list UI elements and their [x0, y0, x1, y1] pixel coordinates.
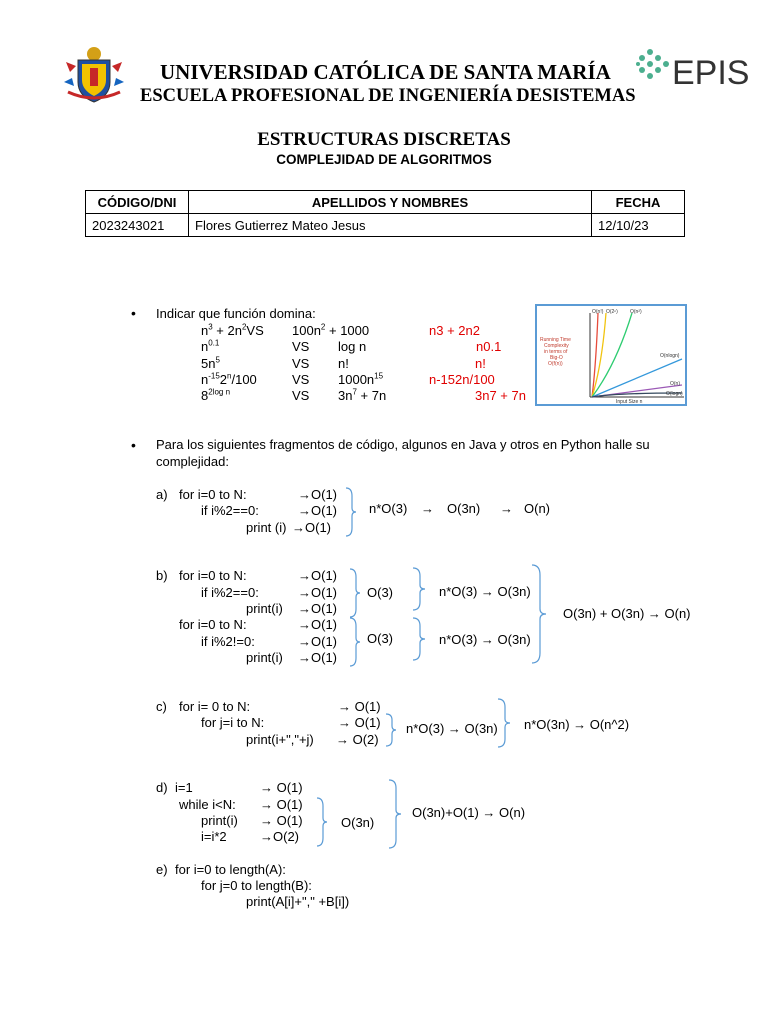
item-c-result: n*O(3n) → O(n^2): [524, 717, 630, 732]
q1-row-2-answer-part: n!: [475, 356, 486, 371]
q1-row-0-answer-part: n3 + 2n2: [429, 323, 480, 338]
item-d-cost-2: → O(1): [260, 797, 303, 812]
item-b-brace-1: [348, 567, 362, 619]
q1-row-2-vs-part: VS: [292, 356, 310, 371]
item-d-code-2: while i<N:: [179, 797, 236, 812]
q1-row-3-vs: [292, 372, 309, 387]
item-b-group-1: O(3): [367, 585, 393, 600]
big-o-complexity-chart-image: [536, 305, 686, 405]
item-a-code-1: for i=0 to N:: [179, 487, 247, 502]
item-c-code-2: for j=i to N:: [201, 715, 265, 730]
item-d-cost-3: → O(1): [260, 813, 303, 828]
item-b-cost-4: →O(1): [298, 617, 337, 632]
chart-axis-line5: O(f(n)): [548, 361, 563, 367]
chart-axis-line4: Big-O: [550, 355, 563, 361]
q1-row-0-answer: [429, 323, 480, 338]
item-b-step-1: n*O(3) → O(3n): [439, 584, 531, 599]
q1-row-1-vs: [292, 339, 309, 354]
q2-prompt-line2: complejidad:: [156, 454, 229, 469]
q1-row-0-g-part: 100n: [292, 323, 321, 338]
chart-label-linear: O(n): [670, 381, 680, 387]
school-name: ESCUELA PROFESIONAL DE INGENIERÍA DESISTEMAS: [140, 86, 636, 106]
item-b-group-2: O(3): [367, 631, 393, 646]
item-b-label: b): [156, 568, 168, 583]
q1-row-3-f-part: -15: [208, 371, 220, 381]
item-a-result-2: O(3n): [447, 501, 481, 516]
item-e-code-3: print(A[i]+"," +B[i]): [246, 894, 350, 909]
chart-axis-line3: in terms of: [544, 349, 568, 355]
item-d-code-1: i=1: [175, 780, 193, 795]
item-a-result-3: O(n): [524, 501, 550, 516]
chart-axis-line1: Running Time: [540, 337, 571, 343]
chart-label-nlogn: O(nlogn): [660, 353, 680, 359]
item-c-cost-3: → O(2): [336, 732, 379, 747]
q1-row-1-f-part: 0.1: [208, 338, 220, 348]
bullet-q1: •: [131, 305, 136, 321]
item-b-code-3: print(i): [246, 601, 283, 616]
q1-row-0-f-part: VS: [246, 323, 264, 338]
q1-row-3-f: [201, 372, 257, 387]
q1-row-3-f-part: n: [227, 371, 232, 381]
item-b-code-1: for i=0 to N:: [179, 568, 247, 583]
cell-code: 2023243021: [86, 214, 189, 237]
item-a-cost-1: →O(1): [298, 487, 337, 502]
item-d-brace-2: [387, 778, 403, 850]
q1-row-4-answer: [475, 388, 526, 403]
item-b-cost-3: →O(1): [298, 601, 337, 616]
q1-row-0-f-part: n: [201, 323, 209, 338]
item-b-step-2: n*O(3) → O(3n): [439, 632, 531, 647]
q1-row-3-answer-part: n-152n/100: [429, 372, 495, 387]
q1-row-2-g-part: n!: [338, 356, 349, 371]
item-c-code-3: print(i+","+j): [246, 732, 314, 747]
item-d-brace-1: [315, 796, 329, 848]
q1-row-1-vs-part: VS: [292, 339, 310, 354]
q1-row-2-f-part: 5: [215, 355, 220, 365]
item-a-code-3: print (i): [246, 520, 287, 535]
item-c-label: c): [156, 699, 167, 714]
q1-row-2-g: [338, 356, 349, 371]
q1-row-3-g-part: 15: [374, 371, 384, 381]
item-d-label: d): [156, 780, 168, 795]
q1-row-3-f-part: /100: [231, 372, 257, 387]
item-e-code-2: for j=0 to length(B):: [201, 878, 312, 893]
q1-row-4-g-part: 3n: [338, 388, 353, 403]
q1-row-4-g: [338, 388, 386, 403]
item-b-code-5: if i%2!=0:: [201, 634, 255, 649]
q1-row-1-g-part: log n: [338, 339, 367, 354]
item-e-label: e): [156, 862, 168, 877]
item-c-brace-2: [496, 697, 512, 749]
item-d-cost-4: →O(2): [260, 829, 299, 844]
chart-axis-x: Input Size n: [616, 399, 643, 405]
item-b-brace-2: [348, 616, 362, 668]
q1-row-3-vs-part: VS: [292, 372, 310, 387]
q1-row-0-g-part: 2: [320, 322, 326, 332]
item-b-brace-4: [411, 616, 427, 662]
item-b-cost-2: →O(1): [298, 585, 337, 600]
item-a-cost-3: →O(1): [292, 520, 331, 535]
q1-row-0-f-part: 2: [241, 322, 247, 332]
q1-row-3-g: [338, 372, 383, 387]
item-d-cost-1: → O(1): [260, 780, 303, 795]
item-b-cost-6: →O(1): [298, 650, 337, 665]
q1-row-3-f-part: 2: [219, 372, 228, 387]
epis-logo-text: EPIS: [672, 54, 750, 92]
q1-prompt: Indicar que función domina:: [156, 306, 316, 321]
q1-row-4-f: [201, 388, 230, 403]
item-a-arrow-2: →: [500, 501, 513, 516]
item-c-code-1: for i= 0 to N:: [179, 699, 251, 714]
chart-label-log: O(logn): [666, 391, 683, 397]
item-b-cost-5: →O(1): [298, 634, 337, 649]
document-subtitle: COMPLEJIDAD DE ALGORITMOS: [276, 152, 492, 167]
q1-row-2-f: [201, 356, 220, 371]
item-d-inner: O(3n): [341, 815, 375, 830]
item-b-code-4: for i=0 to N:: [179, 617, 247, 632]
q1-row-1-f: [201, 339, 219, 354]
item-c-inner: n*O(3) → O(3n): [406, 721, 498, 736]
q1-row-4-g-part: + 7n: [356, 388, 387, 403]
item-a-result-1: n*O(3): [369, 501, 408, 516]
chart-label-exponential: O(2ⁿ): [606, 309, 618, 315]
item-a-label: a): [156, 487, 168, 502]
university-name: UNIVERSIDAD CATÓLICA DE SANTA MARÍA: [160, 60, 611, 84]
item-a-code-2: if i%2==0:: [201, 503, 259, 518]
q1-row-1-g: [338, 339, 366, 354]
table-row: [86, 214, 685, 237]
chart-axis-line2: Complexity: [544, 343, 569, 349]
q1-row-4-f-part: 2log n: [208, 387, 231, 397]
q1-row-4-g-part: 7: [352, 387, 357, 397]
epis-logo: [634, 44, 750, 94]
cell-names: Flores Gutierrez Mateo Jesus: [189, 214, 592, 237]
cell-date: 12/10/23: [592, 214, 685, 237]
q1-row-4-answer-part: 3n7 + 7n: [475, 388, 526, 403]
document-title: ESTRUCTURAS DISCRETAS: [257, 129, 511, 150]
table-header-row: [86, 191, 685, 214]
item-d-code-4: i=i*2: [201, 829, 227, 844]
item-e-code-1: for i=0 to length(A):: [175, 862, 286, 877]
item-b-result: O(3n) + O(3n) → O(n): [563, 606, 691, 621]
university-crest-logo: [64, 42, 124, 104]
q1-row-4-vs-part: VS: [292, 388, 310, 403]
header-code: CÓDIGO/DNI: [86, 191, 189, 214]
bullet-q2: •: [131, 437, 136, 453]
item-b-code-2: if i%2==0:: [201, 585, 259, 600]
item-a-arrow-1: →: [421, 501, 434, 516]
item-d-code-3: print(i): [201, 813, 238, 828]
header-date: FECHA: [592, 191, 685, 214]
item-c-brace-1: [384, 712, 398, 748]
header-names: APELLIDOS Y NOMBRES: [189, 191, 592, 214]
q1-row-3-f-part: n: [201, 372, 209, 387]
student-info-table: [85, 190, 685, 237]
item-b-brace-3: [411, 566, 427, 612]
item-b-brace-5: [530, 563, 548, 665]
q1-row-4-vs: [292, 388, 309, 403]
q1-row-1-answer-part: n0.1: [476, 339, 502, 354]
q1-row-0-g: [292, 323, 369, 338]
q1-row-0-f: [201, 323, 264, 338]
chart-label-quadratic: O(n²): [630, 309, 642, 315]
item-a-cost-2: →O(1): [298, 503, 337, 518]
item-c-cost-2: → O(1): [338, 715, 381, 730]
item-d-result: O(3n)+O(1) → O(n): [412, 805, 526, 820]
q1-row-3-answer: [429, 372, 495, 387]
q1-row-3-g-part: 1000n: [338, 372, 375, 387]
q1-row-4-f-part: 8: [201, 388, 209, 403]
q2-prompt-line1: Para los siguientes fragmentos de código, algunos en Java y otros en Python halle su: [156, 437, 650, 452]
item-b-code-6: print(i): [246, 650, 283, 665]
item-b-cost-1: →O(1): [298, 568, 337, 583]
item-a-brace: [344, 486, 358, 538]
q1-row-1-f-part: n: [201, 339, 209, 354]
chart-label-factorial: O(n!): [592, 309, 604, 315]
q1-row-0-f-part: 3: [208, 322, 213, 332]
q1-row-1-answer: [476, 339, 501, 354]
q1-row-2-vs: [292, 356, 309, 371]
q1-row-2-answer: [475, 356, 486, 371]
item-c-cost-1: → O(1): [338, 699, 381, 714]
q1-row-0-f-part: + 2n: [212, 323, 242, 338]
q1-row-2-f-part: 5n: [201, 356, 216, 371]
q1-row-0-g-part: + 1000: [325, 323, 370, 338]
